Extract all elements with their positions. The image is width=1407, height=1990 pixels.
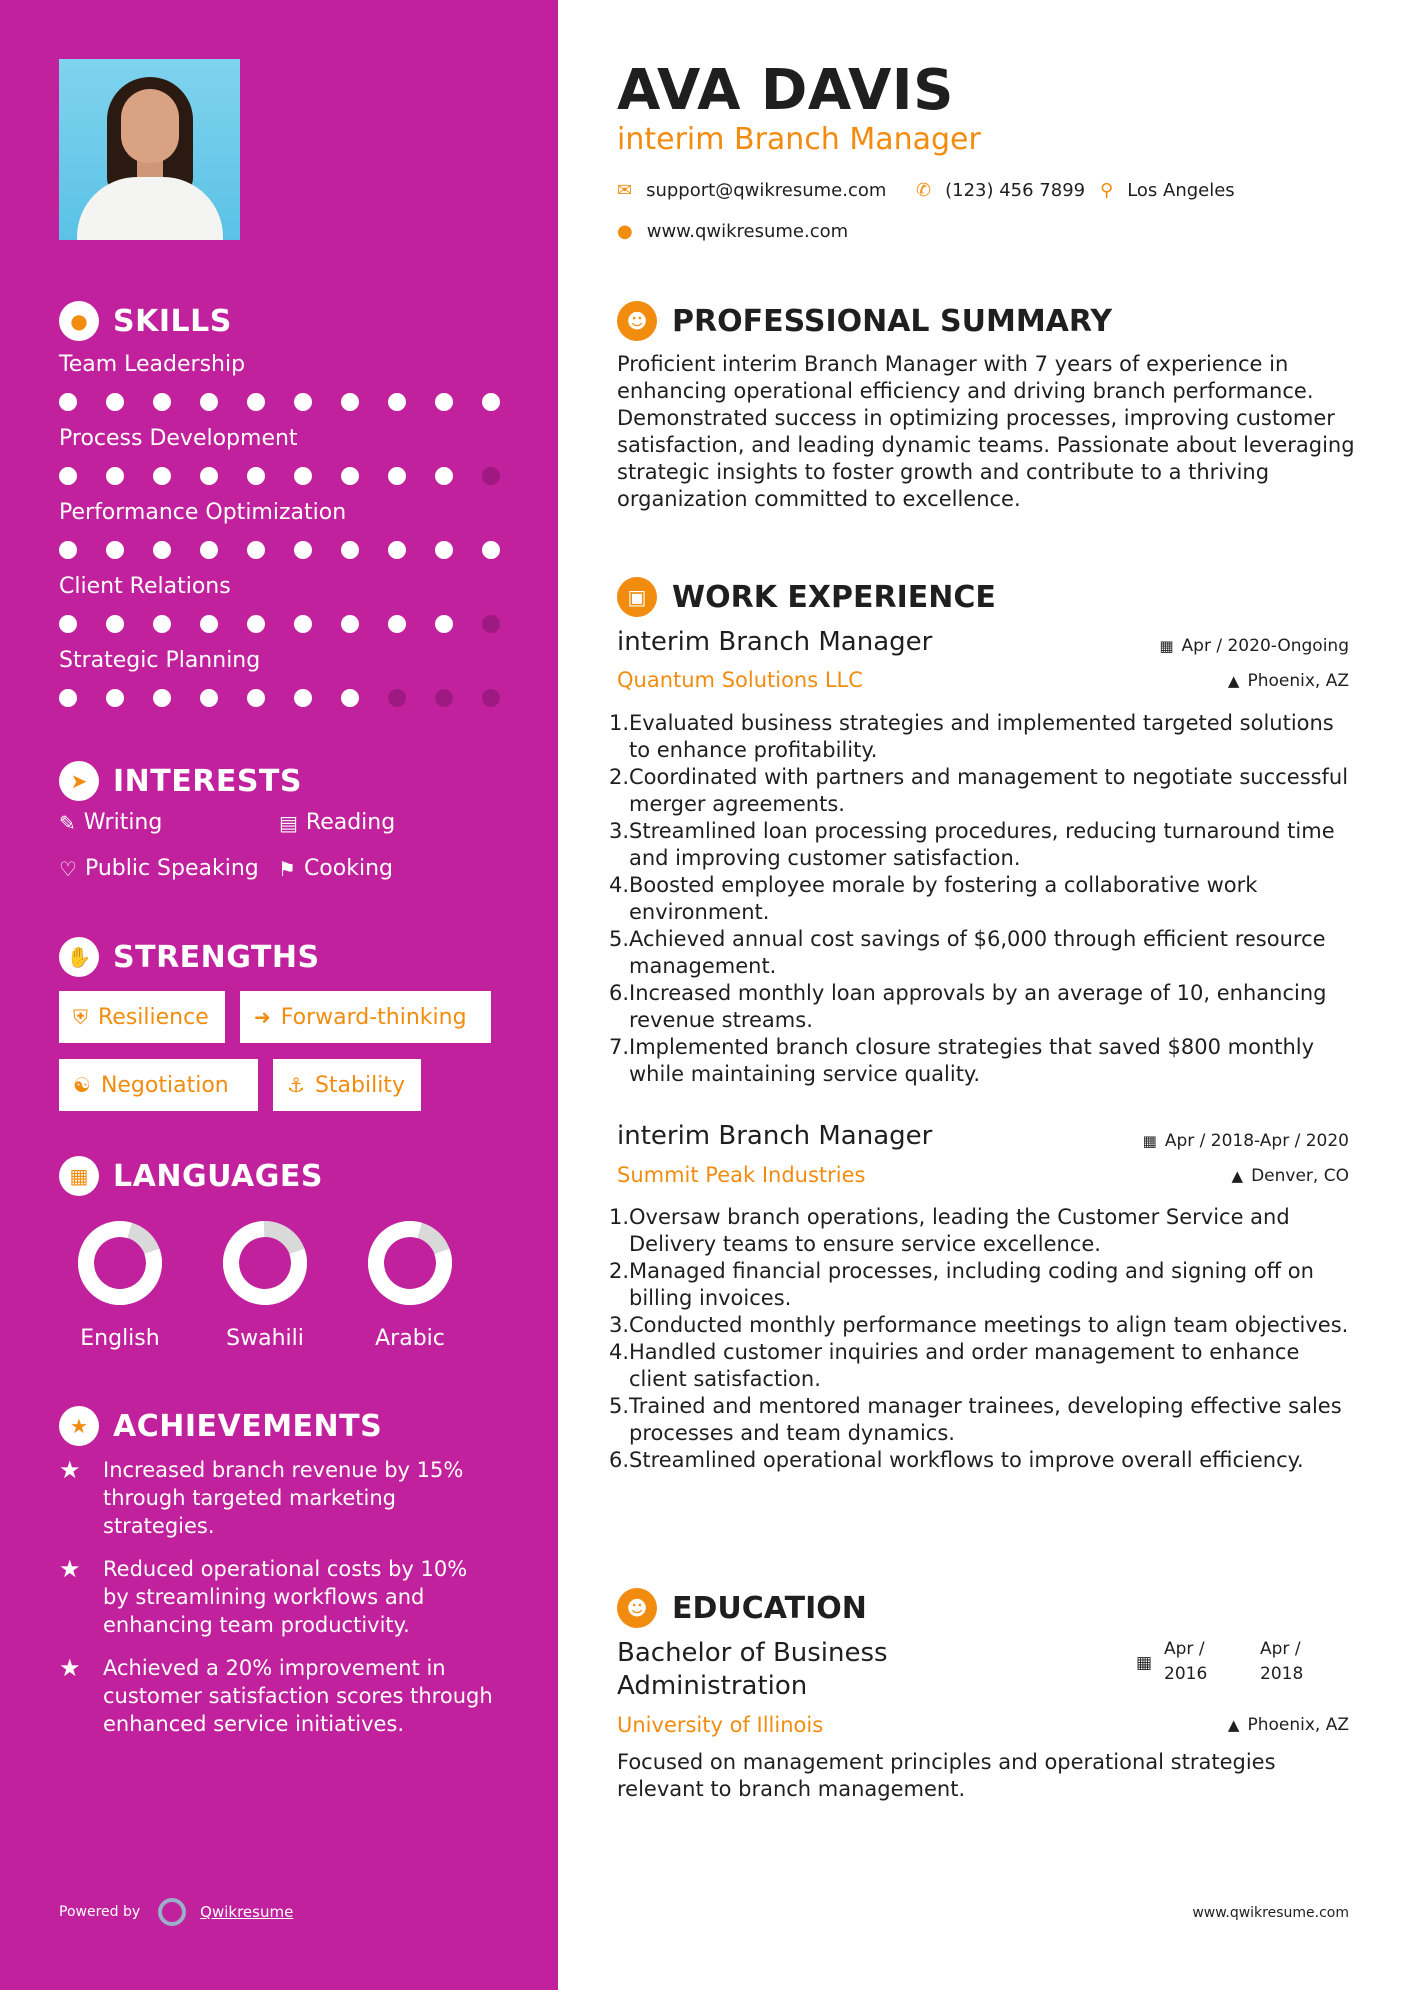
powered-by: Powered by Qwikresume	[59, 1898, 293, 1926]
summary-heading: PROFESSIONAL SUMMARY	[672, 303, 1113, 339]
skill-name: Client Relations	[59, 574, 231, 599]
rating-dot	[106, 393, 124, 411]
star-icon: ★	[59, 1654, 81, 1682]
list-text: Managed financial processes, including coding and signing off on billing invoices.	[629, 1259, 1314, 1310]
job-company: Summit Peak Industries	[617, 1163, 866, 1187]
arrow-right-icon: ➜	[254, 1005, 271, 1029]
list-number: 3.	[609, 1313, 630, 1337]
rating-dot	[106, 689, 124, 707]
skill-name: Process Development	[59, 426, 298, 451]
calendar-icon: ▦	[1142, 1132, 1157, 1150]
list-text: Achieved annual cost savings of $6,000 through efficient resource management.	[629, 927, 1326, 978]
education-end: Apr / 2018	[1260, 1639, 1304, 1684]
sidebar	[0, 0, 558, 1990]
rating-dot	[435, 615, 453, 633]
rating-dot	[247, 467, 265, 485]
experience-heading-row	[617, 577, 996, 617]
interest-item-cooking: ⚑ Cooking	[278, 856, 393, 881]
interest-item-reading: ▤ Reading	[279, 810, 396, 835]
education-description: Focused on management principles and operational strategies relevant to branch management.	[617, 1750, 1276, 1801]
calendar-icon: ▦	[1136, 1653, 1153, 1673]
list-number: 5.	[609, 1394, 630, 1418]
list-text: Evaluated business strategies and implemented targeted solutions to enhance profitability.	[629, 711, 1334, 762]
list-number: 1.	[609, 1205, 630, 1229]
rating-dot	[341, 615, 359, 633]
rating-dot	[341, 689, 359, 707]
phone-icon: ✆	[916, 180, 932, 201]
skill-rating	[59, 602, 529, 646]
heartbeat-icon: ♡	[59, 856, 77, 881]
rating-dot	[200, 393, 218, 411]
list-text: Oversaw branch operations, leading the Customer Service and Delivery teams to ensure service excellence.	[629, 1205, 1290, 1256]
language-ring-level	[77, 1220, 163, 1306]
list-item	[609, 1312, 1357, 1339]
star-icon: ★	[59, 1456, 81, 1484]
skills-section	[59, 301, 232, 341]
handshake-icon: ☯	[73, 1073, 91, 1097]
skill-rating	[59, 676, 529, 720]
pencil-icon: ✎	[59, 810, 76, 835]
list-text: Streamlined loan processing procedures, reducing turnaround time and improving customer satisfaction.	[629, 819, 1335, 870]
list-text: Implemented branch closure strategies that saved $800 monthly while maintaining service quality.	[629, 1035, 1315, 1086]
education-calendar	[1136, 1651, 1152, 1676]
list-item	[609, 710, 1357, 764]
rating-dot	[153, 467, 171, 485]
rating-dot	[435, 467, 453, 485]
envelope-icon: ✉	[617, 180, 633, 201]
list-item	[609, 872, 1357, 926]
skills-list	[59, 350, 529, 720]
rating-dot	[247, 689, 265, 707]
rating-dot	[482, 541, 500, 559]
job-company: Quantum Solutions LLC	[617, 668, 863, 692]
rating-dot	[482, 615, 500, 633]
skill-name: Strategic Planning	[59, 648, 261, 673]
star-icon: ★	[59, 1555, 81, 1583]
language-item	[65, 1220, 175, 1351]
language-ring	[367, 1220, 453, 1306]
list-number: 6.	[609, 1448, 630, 1472]
list-number: 4.	[609, 873, 630, 897]
skills-heading: SKILLS	[113, 303, 232, 339]
rating-dot	[200, 541, 218, 559]
list-item	[609, 818, 1357, 872]
list-item	[609, 1034, 1357, 1088]
rating-dot	[482, 689, 500, 707]
rating-dot	[294, 615, 312, 633]
list-number: 2.	[609, 765, 630, 789]
pushpin-icon: ▲	[1231, 1167, 1244, 1185]
candidate-role: interim Branch Manager	[617, 122, 981, 157]
achievement-item: ★ Reduced operational costs by 10% by streamlining workflows and enhancing team productivity.	[59, 1555, 468, 1637]
achievements-heading: ACHIEVEMENTS	[113, 1408, 383, 1444]
achievement-item: ★ Increased branch revenue by 15% through targeted marketing strategies.	[59, 1456, 464, 1538]
contact-phone[interactable]: ✆ (123) 456 7899	[916, 180, 1086, 201]
list-number: 6.	[609, 981, 630, 1005]
list-item	[609, 1393, 1357, 1447]
rating-dot	[59, 689, 77, 707]
anchor-icon: ⚓	[287, 1073, 305, 1097]
user-icon: ☻	[617, 301, 657, 341]
rating-dot	[435, 689, 453, 707]
job-location: ▲ Denver, CO	[1231, 1166, 1349, 1186]
list-text: Trained and mentored manager trainees, developing effective sales processes and team dynamics.	[629, 1394, 1342, 1445]
paper-plane-icon: ➤	[59, 761, 99, 801]
languages-section	[59, 1156, 323, 1196]
pushpin-icon: ▲	[1227, 1716, 1240, 1734]
rating-dot	[200, 615, 218, 633]
language-ring	[222, 1220, 308, 1306]
presentation-icon: ▣	[617, 577, 657, 617]
main-content	[558, 0, 1407, 1990]
interests-section	[59, 761, 302, 801]
list-number: 7.	[609, 1035, 630, 1059]
list-number: 3.	[609, 819, 630, 843]
strength-tag-resilience: ⛨ Resilience	[59, 991, 225, 1043]
job-bullets	[609, 710, 1357, 1088]
pushpin-icon: ▲	[1227, 672, 1240, 690]
rating-dot	[153, 541, 171, 559]
rating-dot	[247, 615, 265, 633]
rating-dot	[294, 541, 312, 559]
qwikresume-logo-icon	[158, 1898, 186, 1926]
list-text: Increased monthly loan approvals by an average of 10, enhancing revenue streams.	[629, 981, 1327, 1032]
list-text: Handled customer inquiries and order management to enhance client satisfaction.	[629, 1340, 1300, 1391]
rating-dot	[341, 467, 359, 485]
rating-dot	[482, 393, 500, 411]
contact-website[interactable]: ● www.qwikresume.com	[617, 221, 849, 242]
achievement-item: ★ Achieved a 20% improvement in customer satisfaction scores through enhanced service initiatives.	[59, 1654, 493, 1736]
rating-dot	[294, 393, 312, 411]
language-ring-level	[367, 1220, 453, 1306]
list-number: 1.	[609, 711, 630, 735]
rating-dot	[247, 541, 265, 559]
list-number: 4.	[609, 1340, 630, 1364]
fist-icon: ✋	[59, 937, 99, 977]
rating-dot	[294, 689, 312, 707]
rating-dot	[247, 393, 265, 411]
graduate-icon: ☻	[617, 1588, 657, 1628]
job-title: interim Branch Manager	[617, 1121, 933, 1151]
interest-item-public-speaking: ♡ Public Speaking	[59, 856, 259, 881]
language-name: English	[80, 1326, 160, 1351]
rating-dot	[341, 541, 359, 559]
rating-dot	[435, 541, 453, 559]
language-icon: ▦	[59, 1156, 99, 1196]
rating-dot	[388, 393, 406, 411]
rating-dot	[106, 541, 124, 559]
education-heading-row	[617, 1588, 867, 1628]
list-number: 5.	[609, 927, 630, 951]
rating-dot	[106, 467, 124, 485]
star-badge-icon: ★	[59, 1406, 99, 1446]
job-date: ▦ Apr / 2020-Ongoing	[1159, 636, 1349, 656]
summary-text: Proficient interim Branch Manager with 7 years of experience in enhancing operational efficiency and driving branch performance. Demonstrated success in optimizing processes, improving customer satisfaction, and leading dynamic teams. Passionate about leveraging strategic insights to foster growth and contribute to a thriving organization committed to excellence.	[617, 352, 1355, 511]
skill-rating	[59, 454, 529, 498]
rating-dot	[200, 467, 218, 485]
language-name: Swahili	[226, 1326, 304, 1351]
map-pin-icon: ⚲	[1100, 180, 1114, 201]
rating-dot	[153, 689, 171, 707]
rating-dot	[388, 689, 406, 707]
qwikresume-link[interactable]: Qwikresume	[200, 1903, 294, 1921]
rating-dot	[388, 467, 406, 485]
calendar-icon: ▦	[1159, 637, 1174, 655]
list-number: 2.	[609, 1259, 630, 1283]
list-text: Streamlined operational workflows to improve overall efficiency.	[629, 1448, 1304, 1472]
rating-dot	[482, 467, 500, 485]
list-text: Coordinated with partners and management to negotiate successful merger agreements.	[629, 765, 1349, 816]
job-location: ▲ Phoenix, AZ	[1227, 671, 1349, 691]
rating-dot	[435, 393, 453, 411]
candidate-name: AVA DAVIS	[617, 58, 954, 123]
education-heading: EDUCATION	[672, 1590, 867, 1626]
utensils-icon: ⚑	[278, 856, 296, 881]
rating-dot	[153, 615, 171, 633]
interest-item-writing: ✎ Writing	[59, 810, 163, 835]
book-icon: ▤	[279, 810, 298, 835]
education-location: ▲ Phoenix, AZ	[1227, 1715, 1349, 1735]
language-item	[210, 1220, 320, 1351]
rating-dot	[59, 615, 77, 633]
skill-rating	[59, 380, 529, 424]
contact-email[interactable]: ✉ support@qwikresume.com	[617, 180, 887, 201]
language-item	[355, 1220, 465, 1351]
rating-dot	[388, 541, 406, 559]
list-item	[609, 1447, 1357, 1474]
language-name: Arabic	[375, 1326, 445, 1351]
languages-heading: LANGUAGES	[113, 1158, 323, 1194]
profile-photo	[59, 59, 240, 240]
achievements-section	[59, 1406, 382, 1446]
rating-dot	[59, 393, 77, 411]
list-item	[609, 926, 1357, 980]
education-degree: Bachelor of Business Administration	[617, 1638, 888, 1701]
education-school: University of Illinois	[617, 1713, 824, 1737]
globe-icon: ●	[617, 221, 633, 242]
list-text: Boosted employee morale by fostering a collaborative work environment.	[629, 873, 1258, 924]
experience-heading: WORK EXPERIENCE	[672, 579, 996, 615]
list-item	[609, 764, 1357, 818]
list-item	[609, 1258, 1357, 1312]
lightbulb-icon: ●	[59, 301, 99, 341]
rating-dot	[59, 541, 77, 559]
rating-dot	[106, 615, 124, 633]
job-date: ▦ Apr / 2018-Apr / 2020	[1142, 1131, 1349, 1151]
shield-icon: ⛨	[73, 1005, 88, 1029]
language-ring	[77, 1220, 163, 1306]
strength-tag-stability: ⚓ Stability	[273, 1059, 421, 1111]
rating-dot	[59, 467, 77, 485]
rating-dot	[153, 393, 171, 411]
list-text: Conducted monthly performance meetings to align team objectives.	[629, 1313, 1349, 1337]
contact-location: ⚲ Los Angeles	[1100, 180, 1235, 201]
rating-dot	[341, 393, 359, 411]
skill-rating	[59, 528, 529, 572]
strengths-heading: STRENGTHS	[113, 939, 320, 975]
summary-heading-row	[617, 301, 1112, 341]
skill-name: Team Leadership	[59, 352, 246, 377]
rating-dot	[388, 615, 406, 633]
list-item	[609, 1204, 1357, 1258]
rating-dot	[294, 467, 312, 485]
education-start: Apr / 2016	[1164, 1639, 1208, 1684]
skill-name: Performance Optimization	[59, 500, 347, 525]
list-item	[609, 1339, 1357, 1393]
interests-heading: INTERESTS	[113, 763, 302, 799]
footer-url[interactable]: www.qwikresume.com	[1192, 1905, 1349, 1921]
job-bullets	[609, 1204, 1357, 1474]
job-title: interim Branch Manager	[617, 627, 933, 657]
list-item	[609, 980, 1357, 1034]
strength-tag-negotiation: ☯ Negotiation	[59, 1059, 258, 1111]
strengths-section	[59, 937, 320, 977]
strength-tag-forward-thinking: ➜ Forward-thinking	[240, 991, 491, 1043]
rating-dot	[200, 689, 218, 707]
